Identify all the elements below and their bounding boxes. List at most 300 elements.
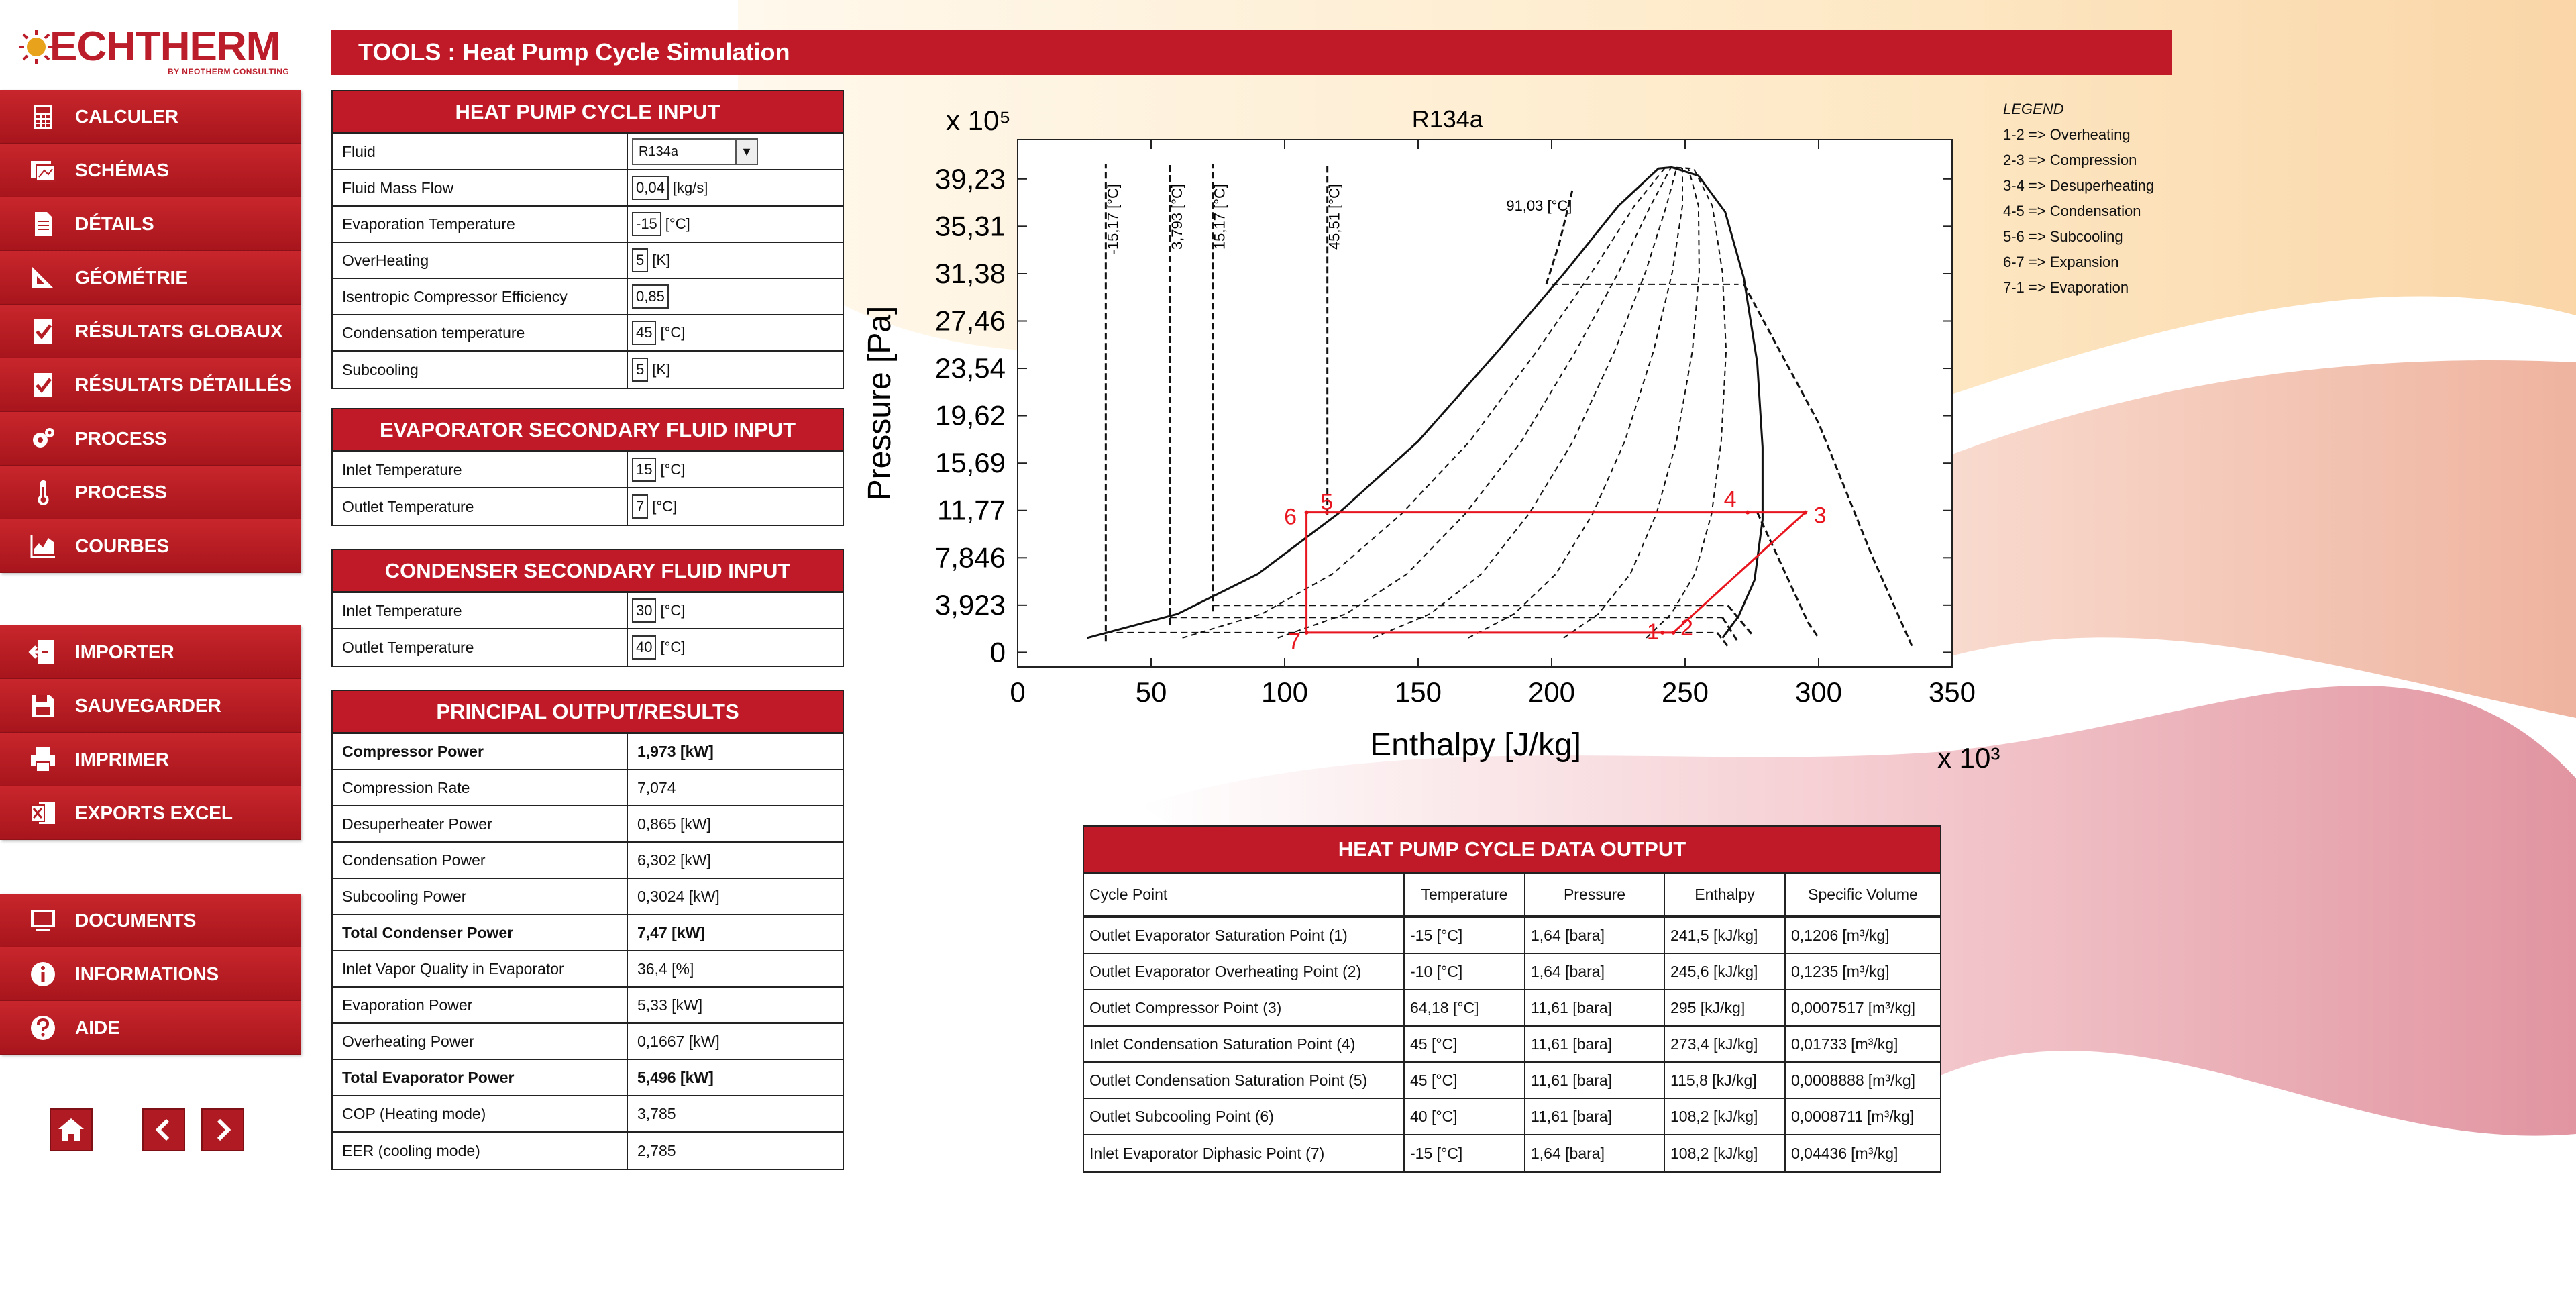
cell-value: 0,01733 bbox=[1791, 1035, 1847, 1053]
print-icon bbox=[25, 742, 60, 777]
cycle-point-label: 7 bbox=[1288, 628, 1301, 654]
table-cell bbox=[1084, 1099, 1405, 1134]
gears-icon bbox=[25, 421, 60, 456]
cell-value: -10 [°C] bbox=[1410, 962, 1463, 980]
cell-value: 245,6 [kJ/kg] bbox=[1670, 962, 1758, 980]
home-button[interactable] bbox=[50, 1108, 93, 1151]
table-cell bbox=[1786, 1135, 1940, 1171]
sidebar-item-label: SAUVEGARDER bbox=[75, 694, 221, 716]
legend-item: 7-1 => Evaporation bbox=[2003, 279, 2129, 296]
ph-diagram-chart bbox=[852, 87, 2000, 774]
legend-item: 4-5 => Condensation bbox=[2003, 203, 2141, 219]
cycle-point bbox=[1803, 511, 1807, 515]
sidebar-item-label: GÉOMÉTRIE bbox=[75, 266, 189, 288]
cell-value: 11,61 [bara] bbox=[1531, 1071, 1613, 1089]
result-row bbox=[333, 988, 843, 1024]
table-cell bbox=[1084, 990, 1405, 1025]
monitor-icon bbox=[25, 903, 60, 938]
cycle-input-unit: [°C] bbox=[665, 215, 690, 232]
cell-value: 0,0007517 bbox=[1791, 998, 1864, 1016]
result-row bbox=[333, 734, 843, 770]
specific-volume-unit: [m³/kg] bbox=[1842, 962, 1890, 980]
table-cell bbox=[1525, 1063, 1665, 1098]
cell-value: 45 [°C] bbox=[1410, 1071, 1458, 1089]
evaporator-input-label: Outlet Temperature bbox=[333, 488, 628, 525]
cycle-input-value-cell bbox=[628, 207, 843, 242]
cell-value: 108,2 [kJ/kg] bbox=[1670, 1144, 1758, 1162]
result-row bbox=[333, 1133, 843, 1169]
cell-value: 0,0008888 bbox=[1791, 1071, 1864, 1089]
result-label: Compressor Power bbox=[333, 734, 628, 769]
cycle-point bbox=[1305, 511, 1309, 515]
page-title: TOOLS : Heat Pump Cycle Simulation bbox=[331, 30, 2172, 75]
cell-value: 0,1206 bbox=[1791, 926, 1839, 944]
cycle-input-unit: [K] bbox=[652, 252, 671, 268]
table-cell bbox=[1405, 1099, 1525, 1134]
result-value-cell bbox=[628, 1096, 843, 1131]
result-value: 5,33 [kW] bbox=[637, 996, 703, 1014]
result-label: Condensation Power bbox=[333, 843, 628, 878]
fluid-value-cell bbox=[628, 134, 843, 169]
legend-item: 2-3 => Compression bbox=[2003, 152, 2137, 168]
result-value-cell bbox=[628, 734, 843, 769]
excel-icon bbox=[25, 796, 60, 831]
y-tick-label: 11,77 bbox=[937, 494, 1006, 526]
result-value: 2,785 bbox=[637, 1141, 676, 1159]
x-multiplier-label: x 10³ bbox=[1937, 742, 2000, 774]
result-label: COP (Heating mode) bbox=[333, 1096, 628, 1131]
column-header: Cycle Point bbox=[1084, 874, 1405, 915]
evaporator-input-unit: [°C] bbox=[660, 461, 686, 478]
result-value-cell bbox=[628, 770, 843, 805]
document-icon bbox=[25, 207, 60, 242]
isotherm-label: 45,51 [°C] bbox=[1326, 183, 1343, 250]
sidebar-item-label: COURBES bbox=[75, 535, 170, 556]
legend-title: LEGEND bbox=[2003, 101, 2064, 117]
logo-wordmark: ECHTHERM bbox=[50, 23, 280, 70]
x-tick-label: 100 bbox=[1260, 676, 1309, 708]
heat-pump-input-header: HEAT PUMP CYCLE INPUT bbox=[333, 91, 843, 134]
table-cell bbox=[1084, 954, 1405, 989]
chevron-left-icon bbox=[150, 1116, 177, 1143]
condenser-input-unit: [°C] bbox=[660, 602, 686, 619]
result-value-cell bbox=[628, 843, 843, 878]
x-axis-label: Enthalpy [J/kg] bbox=[1370, 727, 1581, 763]
dropdown-arrow-icon[interactable]: ▼ bbox=[735, 140, 757, 164]
cell-value: Outlet Condensation Saturation Point (5) bbox=[1089, 1071, 1368, 1089]
cell-value: Inlet Evaporator Diphasic Point (7) bbox=[1089, 1144, 1325, 1162]
y-tick-label: 23,54 bbox=[934, 352, 1006, 384]
table-cell bbox=[1665, 1063, 1786, 1098]
isotherm-label: 91,03 [°C] bbox=[1506, 197, 1572, 215]
result-value-cell bbox=[628, 1024, 843, 1059]
evaporator-input-header: EVAPORATOR SECONDARY FLUID INPUT bbox=[333, 409, 843, 452]
cell-value: Inlet Condensation Saturation Point (4) bbox=[1089, 1035, 1356, 1053]
x-tick-label: 0 bbox=[1010, 676, 1026, 708]
cell-value: 0,04436 bbox=[1791, 1144, 1847, 1162]
result-row bbox=[333, 843, 843, 879]
sidebar-item-résultats-globaux[interactable] bbox=[0, 305, 301, 358]
table-row bbox=[1084, 1135, 1940, 1171]
result-row bbox=[333, 770, 843, 806]
cycle-point-label: 6 bbox=[1284, 504, 1297, 530]
result-value-cell bbox=[628, 951, 843, 986]
cell-value: 11,61 [bara] bbox=[1531, 1035, 1613, 1053]
sidebar-item-label: CALCULER bbox=[75, 105, 178, 127]
table-cell bbox=[1525, 1099, 1665, 1134]
cycle-input-value-cell bbox=[628, 352, 843, 388]
x-tick-label: 150 bbox=[1394, 676, 1442, 708]
evaporator-input-value-cell bbox=[628, 488, 843, 525]
result-row bbox=[333, 915, 843, 951]
evaporator-input-panel bbox=[331, 408, 844, 526]
cell-value: 241,5 [kJ/kg] bbox=[1670, 926, 1758, 944]
table-cell bbox=[1405, 1063, 1525, 1098]
column-header: Temperature bbox=[1405, 874, 1525, 915]
condenser-input-panel bbox=[331, 549, 844, 667]
sidebar-main-menu bbox=[0, 90, 301, 573]
condenser-input-unit: [°C] bbox=[660, 639, 686, 655]
condenser-input-row bbox=[333, 629, 843, 666]
cell-value: 0,0008711 bbox=[1791, 1107, 1864, 1125]
result-label: Compression Rate bbox=[333, 770, 628, 805]
cell-value: 0,1235 bbox=[1791, 962, 1839, 980]
result-row bbox=[333, 879, 843, 915]
cycle-input-label: Isentropic Compressor Efficiency bbox=[333, 279, 628, 314]
cycle-input-unit: [K] bbox=[652, 361, 671, 378]
result-row bbox=[333, 951, 843, 988]
evaporator-input-unit: [°C] bbox=[652, 498, 678, 515]
condenser-input-input[interactable]: 40 bbox=[632, 635, 656, 660]
x-tick-label: 300 bbox=[1794, 676, 1843, 708]
x-tick-label: 200 bbox=[1527, 676, 1576, 708]
cycle-input-row bbox=[333, 243, 843, 279]
y-tick-label: 39,23 bbox=[934, 162, 1006, 195]
fluid-row bbox=[333, 134, 843, 170]
sidebar-item-schémas[interactable] bbox=[0, 144, 301, 197]
cycle-input-input[interactable]: 0,04 bbox=[632, 176, 669, 200]
sidebar-item-label: INFORMATIONS bbox=[75, 963, 219, 984]
sidebar-item-label: DÉTAILS bbox=[75, 213, 154, 234]
fluid-select-value: R134a bbox=[639, 144, 678, 159]
sidebar-item-exports-excel[interactable] bbox=[0, 786, 301, 840]
cycle-input-label: OverHeating bbox=[333, 243, 628, 278]
y-tick-label: 0 bbox=[989, 636, 1006, 668]
sidebar-item-label: DOCUMENTS bbox=[75, 909, 197, 931]
plot-frame bbox=[1018, 140, 1952, 667]
sidebar-item-label: RÉSULTATS DÉTAILLÉS bbox=[75, 374, 292, 395]
sidebar-item-documents[interactable] bbox=[0, 894, 301, 947]
column-header: Specific Volume bbox=[1808, 885, 1918, 903]
sidebar-item-label: IMPRIMER bbox=[75, 748, 169, 770]
cycle-point bbox=[1671, 631, 1675, 635]
result-value-cell bbox=[628, 806, 843, 841]
save-icon bbox=[25, 688, 60, 723]
cell-value: 1,64 [bara] bbox=[1531, 926, 1605, 944]
table-cell bbox=[1084, 1063, 1405, 1098]
cycle-input-value-cell bbox=[628, 170, 843, 205]
x-tick-label: 350 bbox=[1928, 676, 1976, 708]
principal-results-header: PRINCIPAL OUTPUT/RESULTS bbox=[333, 691, 843, 734]
table-cell bbox=[1665, 1135, 1786, 1171]
y-tick-label: 27,46 bbox=[934, 305, 1006, 337]
chart-title: R134a bbox=[1411, 105, 1483, 133]
sidebar-item-détails[interactable] bbox=[0, 197, 301, 251]
cycle-point-label: 3 bbox=[1813, 503, 1827, 529]
table-cell bbox=[1665, 954, 1786, 989]
y-multiplier-label: x 10⁵ bbox=[946, 105, 1011, 136]
result-label: Evaporation Power bbox=[333, 988, 628, 1022]
column-header: Enthalpy bbox=[1665, 874, 1786, 915]
isotherm-label: 15,17 [°C] bbox=[1211, 183, 1228, 250]
condenser-input-input[interactable]: 30 bbox=[632, 598, 656, 623]
cell-value: Outlet Evaporator Saturation Point (1) bbox=[1089, 926, 1348, 944]
result-label: Total Condenser Power bbox=[333, 915, 628, 950]
sidebar-item-informations[interactable] bbox=[0, 947, 301, 1001]
cycle-input-value-cell bbox=[628, 243, 843, 278]
result-value: 7,47 [kW] bbox=[637, 923, 705, 941]
y-tick-label: 31,38 bbox=[934, 258, 1006, 290]
sidebar-item-label: PROCESS bbox=[75, 427, 167, 449]
cycle-point-label: 5 bbox=[1320, 489, 1334, 515]
sidebar-item-imprimer[interactable] bbox=[0, 733, 301, 786]
cycle-data-output-header: HEAT PUMP CYCLE DATA OUTPUT bbox=[1084, 827, 1940, 874]
heat-pump-input-panel bbox=[331, 90, 844, 389]
condenser-input-header: CONDENSER SECONDARY FLUID INPUT bbox=[333, 550, 843, 593]
result-value: 36,4 [%] bbox=[637, 959, 694, 978]
result-row bbox=[333, 1060, 843, 1096]
cycle-input-unit: [kg/s] bbox=[672, 179, 708, 196]
calculator-icon bbox=[25, 99, 60, 134]
table-row bbox=[1084, 918, 1940, 954]
cycle-input-row bbox=[333, 279, 843, 315]
table-cell bbox=[1786, 1099, 1940, 1134]
sidebar-item-importer[interactable] bbox=[0, 625, 301, 679]
result-value: 5,496 [kW] bbox=[637, 1068, 714, 1086]
thermometer-icon bbox=[25, 475, 60, 510]
cycle-point-label: 1 bbox=[1646, 619, 1660, 645]
result-value: 0,1667 [kW] bbox=[637, 1032, 720, 1050]
sidebar-item-label: RÉSULTATS GLOBAUX bbox=[75, 320, 283, 342]
logo-tagline: BY NEOTHERM CONSULTING bbox=[168, 67, 290, 76]
specific-volume-unit: [m³/kg] bbox=[1851, 1035, 1898, 1053]
specific-volume-unit: [m³/kg] bbox=[1851, 1144, 1898, 1162]
table-cell bbox=[1665, 1027, 1786, 1061]
table-row bbox=[1084, 1027, 1940, 1063]
cycle-input-label: Evaporation Temperature bbox=[333, 207, 628, 242]
fluid-select[interactable] bbox=[632, 138, 758, 165]
evaporator-input-input[interactable]: 7 bbox=[632, 494, 648, 519]
result-value: 1,973 [kW] bbox=[637, 742, 714, 760]
cell-value: Outlet Compressor Point (3) bbox=[1089, 998, 1282, 1016]
schema-icon bbox=[25, 153, 60, 188]
cycle-data-output-table bbox=[1083, 825, 1941, 1173]
table-cell bbox=[1665, 918, 1786, 953]
chart-legend bbox=[2003, 97, 2154, 301]
sidebar-file-menu bbox=[0, 625, 301, 840]
sidebar-item-aide[interactable] bbox=[0, 1001, 301, 1055]
specific-volume-unit: [m³/kg] bbox=[1867, 1107, 1915, 1125]
y-tick-label: 3,923 bbox=[934, 588, 1006, 621]
table-cell bbox=[1786, 1027, 1940, 1061]
specific-volume-unit: [m³/kg] bbox=[1868, 998, 1916, 1016]
table-cell bbox=[1786, 954, 1940, 989]
table-cell bbox=[1084, 1027, 1405, 1061]
cell-value: 108,2 [kJ/kg] bbox=[1670, 1107, 1758, 1125]
sidebar-item-courbes[interactable] bbox=[0, 519, 301, 573]
sidebar-item-label: EXPORTS EXCEL bbox=[75, 802, 233, 823]
cell-value: -15 [°C] bbox=[1410, 1144, 1463, 1162]
result-value: 7,074 bbox=[637, 778, 676, 796]
cell-value: 11,61 [bara] bbox=[1531, 1107, 1613, 1125]
cell-value: 115,8 [kJ/kg] bbox=[1670, 1071, 1757, 1089]
evaporator-input-label: Inlet Temperature bbox=[333, 452, 628, 487]
cell-value: 40 [°C] bbox=[1410, 1107, 1458, 1125]
result-label: Total Evaporator Power bbox=[333, 1060, 628, 1095]
help-icon bbox=[25, 1010, 60, 1045]
cycle-input-input[interactable]: 5 bbox=[632, 248, 648, 272]
cycle-point bbox=[1746, 511, 1750, 515]
cycle-input-label: Fluid Mass Flow bbox=[333, 170, 628, 205]
cycle-input-input[interactable]: 0,85 bbox=[632, 284, 669, 309]
result-value-cell bbox=[628, 915, 843, 950]
isotherm-label: 3,793 [°C] bbox=[1168, 183, 1185, 250]
table-cell bbox=[1786, 990, 1940, 1025]
sidebar-item-résultats-détaillés[interactable] bbox=[0, 358, 301, 412]
result-row bbox=[333, 1024, 843, 1060]
cell-value: 64,18 [°C] bbox=[1410, 998, 1479, 1016]
result-value-cell bbox=[628, 988, 843, 1022]
legend-item: 5-6 => Subcooling bbox=[2003, 228, 2123, 245]
legend-item: 3-4 => Desuperheating bbox=[2003, 177, 2155, 194]
cycle-input-value-cell bbox=[628, 279, 843, 314]
echtherm-logo bbox=[15, 20, 297, 74]
home-icon bbox=[56, 1114, 87, 1145]
table-cell bbox=[1084, 1135, 1405, 1171]
table-cell bbox=[1405, 1135, 1525, 1171]
cycle-input-label: Subcooling bbox=[333, 352, 628, 388]
sidebar-item-géométrie[interactable] bbox=[0, 251, 301, 305]
evaporator-input-row bbox=[333, 488, 843, 525]
specific-volume-unit: [m³/kg] bbox=[1868, 1071, 1916, 1089]
sidebar-help-menu bbox=[0, 894, 301, 1055]
cell-value: Outlet Subcooling Point (6) bbox=[1089, 1107, 1274, 1125]
sidebar-item-process[interactable] bbox=[0, 412, 301, 466]
table-cell bbox=[1525, 1135, 1665, 1171]
cycle-point bbox=[1305, 631, 1309, 635]
table-cell bbox=[1525, 918, 1665, 953]
cycle-input-input[interactable]: 45 bbox=[632, 321, 656, 345]
table-row bbox=[1084, 954, 1940, 990]
condenser-input-label: Outlet Temperature bbox=[333, 629, 628, 666]
table-cell bbox=[1525, 1027, 1665, 1061]
result-row bbox=[333, 806, 843, 843]
info-icon bbox=[25, 957, 60, 992]
isotherm-label: -15,17 [°C] bbox=[1104, 183, 1122, 255]
result-value: 0,3024 [kW] bbox=[637, 887, 720, 905]
condenser-input-row bbox=[333, 593, 843, 629]
cycle-input-row bbox=[333, 207, 843, 243]
y-tick-label: 35,31 bbox=[934, 210, 1006, 242]
evaporator-input-row bbox=[333, 452, 843, 488]
cycle-point bbox=[1660, 631, 1664, 635]
result-label: Inlet Vapor Quality in Evaporator bbox=[333, 951, 628, 986]
legend-item: 6-7 => Expansion bbox=[2003, 254, 2119, 270]
table-row bbox=[1084, 990, 1940, 1027]
table-cell bbox=[1405, 918, 1525, 953]
y-tick-label: 7,846 bbox=[934, 541, 1006, 574]
table-cell bbox=[1665, 990, 1786, 1025]
evaporator-input-value-cell bbox=[628, 452, 843, 487]
cell-value: 295 [kJ/kg] bbox=[1670, 998, 1746, 1016]
fluid-label: Fluid bbox=[333, 134, 628, 169]
table-cell bbox=[1786, 918, 1940, 953]
result-label: Desuperheater Power bbox=[333, 806, 628, 841]
table-cell bbox=[1525, 954, 1665, 989]
evaporator-input-input[interactable]: 15 bbox=[632, 458, 656, 482]
cell-value: 11,61 [bara] bbox=[1531, 998, 1613, 1016]
cycle-point-label: 2 bbox=[1680, 615, 1693, 641]
cell-value: -15 [°C] bbox=[1410, 926, 1463, 944]
checklist-icon bbox=[25, 314, 60, 349]
condenser-input-value-cell bbox=[628, 593, 843, 628]
table-cell bbox=[1665, 1099, 1786, 1134]
result-value: 0,865 [kW] bbox=[637, 815, 711, 833]
cycle-input-row bbox=[333, 352, 843, 388]
legend-item: 1-2 => Overheating bbox=[2003, 126, 2131, 143]
checklist-icon bbox=[25, 368, 60, 403]
condenser-input-label: Inlet Temperature bbox=[333, 593, 628, 628]
cycle-input-input[interactable]: 5 bbox=[632, 358, 648, 382]
x-tick-label: 50 bbox=[1135, 676, 1167, 708]
y-axis-label: Pressure [Pa] bbox=[862, 305, 898, 501]
table-cell bbox=[1786, 1063, 1940, 1098]
cycle-input-input[interactable]: -15 bbox=[632, 212, 661, 236]
table-header-row bbox=[1084, 874, 1940, 918]
cell-value: 45 [°C] bbox=[1410, 1035, 1458, 1053]
specific-volume-unit: [m³/kg] bbox=[1842, 926, 1890, 944]
sidebar-item-label: SCHÉMAS bbox=[75, 159, 170, 180]
table-cell bbox=[1405, 1027, 1525, 1061]
y-tick-label: 19,62 bbox=[934, 399, 1006, 431]
result-row bbox=[333, 1096, 843, 1133]
cycle-input-label: Condensation temperature bbox=[333, 315, 628, 350]
cycle-input-value-cell bbox=[628, 315, 843, 350]
cell-value: 273,4 [kJ/kg] bbox=[1670, 1035, 1758, 1053]
sidebar-item-process[interactable] bbox=[0, 466, 301, 519]
sidebar-item-label: AIDE bbox=[75, 1016, 120, 1038]
table-row bbox=[1084, 1063, 1940, 1099]
sidebar-item-sauvegarder[interactable] bbox=[0, 679, 301, 733]
condenser-input-value-cell bbox=[628, 629, 843, 666]
cell-value: 1,64 [bara] bbox=[1531, 962, 1605, 980]
table-row bbox=[1084, 1099, 1940, 1135]
column-header: Pressure bbox=[1525, 874, 1665, 915]
previous-button[interactable] bbox=[142, 1108, 185, 1151]
sidebar-item-label: PROCESS bbox=[75, 481, 167, 503]
result-label: Overheating Power bbox=[333, 1024, 628, 1059]
result-value-cell bbox=[628, 1133, 843, 1169]
result-label: Subcooling Power bbox=[333, 879, 628, 914]
result-value: 6,302 [kW] bbox=[637, 851, 711, 869]
set-square-icon bbox=[25, 260, 60, 295]
chart-icon bbox=[25, 529, 60, 564]
table-cell bbox=[1405, 990, 1525, 1025]
cycle-input-unit: [°C] bbox=[660, 324, 686, 341]
sidebar-item-calculer[interactable] bbox=[0, 90, 301, 144]
next-button[interactable] bbox=[201, 1108, 244, 1151]
table-cell bbox=[1405, 954, 1525, 989]
